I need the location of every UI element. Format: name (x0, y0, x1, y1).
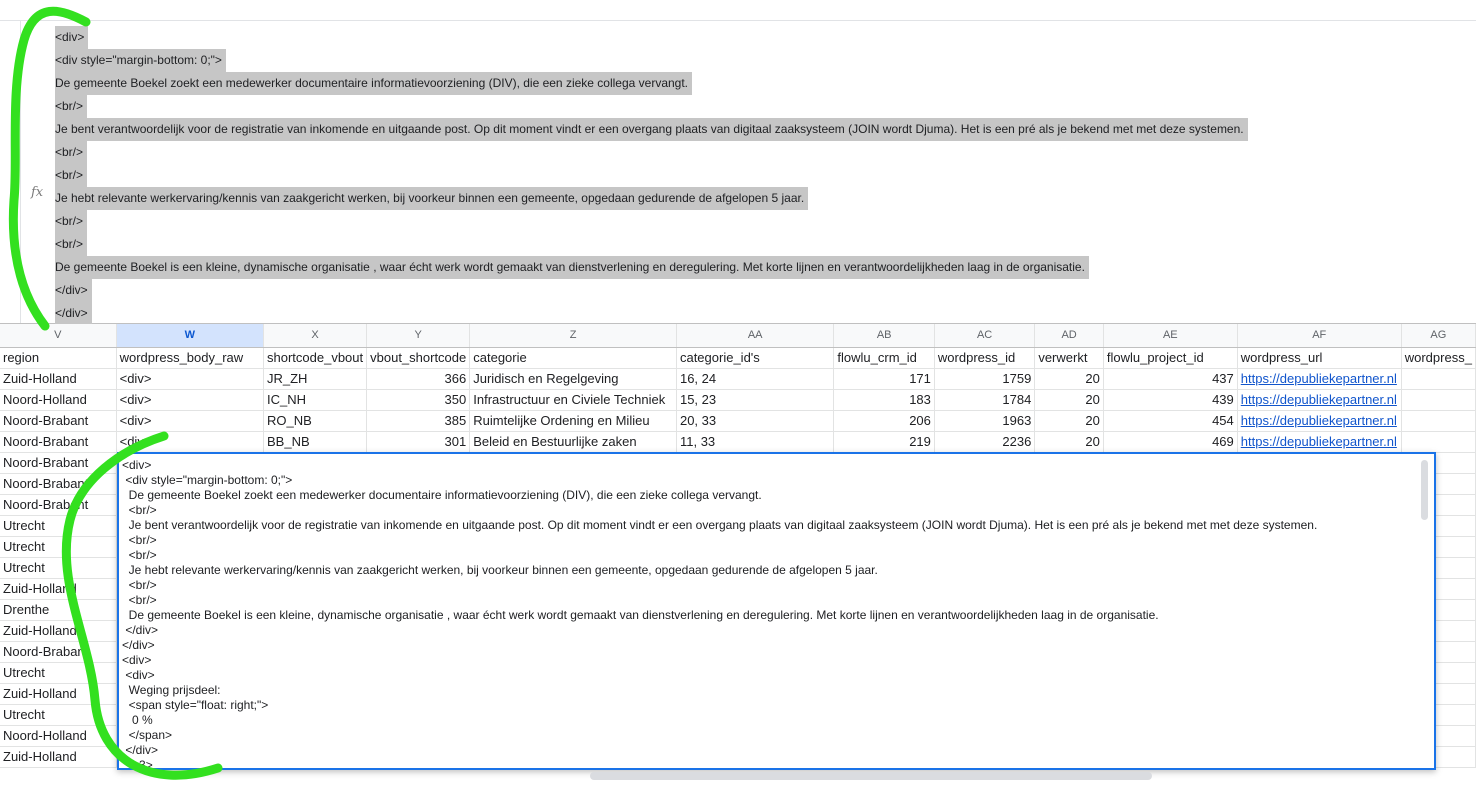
url-link-cell[interactable]: https://depubliekepartner.nl (1237, 368, 1401, 389)
editor-line: <h3> (122, 758, 153, 770)
table-cell[interactable] (1401, 410, 1475, 431)
formula-line: </div> (55, 279, 92, 302)
formula-bar-divider (20, 21, 21, 323)
formula-line: <br/> (55, 210, 87, 233)
column-name-cell[interactable]: flowlu_crm_id (834, 347, 934, 368)
table-cell[interactable]: Zuid-Holland (0, 620, 116, 641)
editor-line: <div> (122, 653, 152, 667)
formula-line: <br/> (55, 164, 87, 187)
editor-line: </div> (122, 638, 155, 652)
table-cell[interactable]: 1963 (934, 410, 1034, 431)
table-cell[interactable]: 350 (367, 389, 470, 410)
column-name-cell[interactable]: wordpress_body_raw (116, 347, 263, 368)
column-name-cell[interactable]: wordpress_url (1237, 347, 1401, 368)
table-cell[interactable]: <div> (116, 389, 263, 410)
column-header-v[interactable]: V (0, 324, 116, 347)
formula-line: Je bent verantwoordelijk voor de registratie van inkomende en uitgaande post. Op dit moment vindt er een overgang plaats van digitaal zaaksysteem (JOIN wordt Djuma). Het is een pré als je bekend met met deze systemen. (55, 118, 1248, 141)
horizontal-scrollbar[interactable] (590, 772, 1152, 780)
column-letter-row (0, 324, 1476, 347)
editor-line: <br/> (122, 578, 157, 592)
table-cell[interactable]: Zuid-Holland (0, 368, 116, 389)
column-header-ag[interactable]: AG (1401, 324, 1475, 347)
table-cell[interactable]: 206 (834, 410, 934, 431)
table-cell[interactable]: 366 (367, 368, 470, 389)
table-cell[interactable]: 219 (834, 431, 934, 452)
cell-editor[interactable] (117, 452, 1436, 770)
column-header-af[interactable]: AF (1237, 324, 1401, 347)
table-cell[interactable]: 16, 24 (676, 368, 833, 389)
column-header-z[interactable]: Z (470, 324, 677, 347)
editor-line: De gemeente Boekel zoekt een medewerker documentaire informatievoorziening (DIV), die een zieke collega vervangt. (122, 488, 762, 502)
table-cell[interactable]: Noord-Brabant (0, 452, 116, 473)
formula-line: De gemeente Boekel is een kleine, dynamische organisatie , waar écht werk wordt gemaakt van dienstverlening en deregulering. Met korte lijnen en verantwoordelijkheden laag in de organisatie. (55, 256, 1089, 279)
fx-icon: fx (31, 185, 44, 200)
table-cell[interactable]: Noord-Brabant (0, 494, 116, 515)
table-cell[interactable]: 15, 23 (676, 389, 833, 410)
editor-line: <br/> (122, 503, 157, 517)
table-cell[interactable]: Zuid-Holland (0, 578, 116, 599)
table-cell[interactable]: JR_ZH (264, 368, 367, 389)
table-cell[interactable]: Zuid-Holland (0, 746, 116, 767)
table-cell[interactable]: Utrecht (0, 662, 116, 683)
editor-line: <br/> (122, 533, 157, 547)
url-link-cell[interactable]: https://depubliekepartner.nl (1237, 431, 1401, 452)
formula-line: Je hebt relevante werkervaring/kennis van zaakgericht werken, bij voorkeur binnen een gemeente, opgedaan gedurende de afgelopen 5 jaar. (55, 187, 808, 210)
table-cell[interactable]: 20 (1035, 431, 1104, 452)
editor-line: <div style="margin-bottom: 0;"> (122, 473, 293, 487)
column-name-cell[interactable]: region (0, 347, 116, 368)
editor-line: </div> (122, 623, 159, 637)
table-cell[interactable]: Infrastructuur en Civiele Techniek (470, 389, 677, 410)
table-cell[interactable]: 20 (1035, 410, 1104, 431)
column-name-cell[interactable]: wordpress_ (1401, 347, 1475, 368)
table-cell[interactable]: IC_NH (264, 389, 367, 410)
table-cell[interactable]: <div> (116, 368, 263, 389)
formula-line: <br/> (55, 95, 87, 118)
header-names-row (0, 347, 1476, 368)
column-name-cell[interactable]: flowlu_project_id (1103, 347, 1237, 368)
editor-line: 0 % (122, 713, 153, 727)
table-row (0, 368, 1476, 389)
table-cell[interactable]: 454 (1103, 410, 1237, 431)
table-cell[interactable]: Utrecht (0, 536, 116, 557)
column-name-cell[interactable]: vbout_shortcode (367, 347, 470, 368)
editor-line: <br/> (122, 548, 157, 562)
table-cell[interactable]: 301 (367, 431, 470, 452)
table-cell[interactable]: 439 (1103, 389, 1237, 410)
editor-line: Weging prijsdeel: (122, 683, 221, 697)
column-header-ad[interactable]: AD (1035, 324, 1104, 347)
formula-content[interactable] (55, 26, 1248, 325)
formula-line: <div> (55, 26, 88, 49)
table-cell[interactable]: BB_NB (264, 431, 367, 452)
table-cell[interactable] (1401, 431, 1475, 452)
formula-line: <br/> (55, 233, 87, 256)
table-cell[interactable]: Beleid en Bestuurlijke zaken (470, 431, 677, 452)
table-cell[interactable]: 385 (367, 410, 470, 431)
table-cell[interactable]: 20 (1035, 368, 1104, 389)
column-header-ae[interactable]: AE (1103, 324, 1237, 347)
table-cell[interactable]: <div> (116, 431, 263, 452)
url-link-cell[interactable]: https://depubliekepartner.nl (1237, 410, 1401, 431)
formula-line: <br/> (55, 141, 87, 164)
formula-bar[interactable] (0, 20, 1476, 324)
editor-line: <br/> (122, 593, 157, 607)
table-cell[interactable]: 20 (1035, 389, 1104, 410)
table-cell[interactable]: 1784 (934, 389, 1034, 410)
editor-line: Je bent verantwoordelijk voor de registratie van inkomende en uitgaande post. Op dit moment vindt er een overgang plaats van digitaal zaaksysteem (JOIN wordt Djuma). Het is een pré als je bekend met met deze systemen. (122, 518, 1318, 532)
table-cell[interactable]: 469 (1103, 431, 1237, 452)
table-cell[interactable]: Noord-Holland (0, 389, 116, 410)
table-cell[interactable]: Utrecht (0, 557, 116, 578)
column-header-y[interactable]: Y (367, 324, 470, 347)
table-cell[interactable]: 183 (834, 389, 934, 410)
table-cell[interactable]: 1759 (934, 368, 1034, 389)
table-cell[interactable]: RO_NB (264, 410, 367, 431)
table-cell[interactable]: 171 (834, 368, 934, 389)
table-cell[interactable]: Noord-Holland (0, 725, 116, 746)
table-cell[interactable] (1401, 389, 1475, 410)
table-cell[interactable]: <div> (116, 410, 263, 431)
url-link-cell[interactable]: https://depubliekepartner.nl (1237, 389, 1401, 410)
table-cell[interactable]: Drenthe (0, 599, 116, 620)
column-header-ab[interactable]: AB (834, 324, 934, 347)
table-row (0, 410, 1476, 431)
table-cell[interactable]: Noord-Brabant (0, 641, 116, 662)
table-cell[interactable]: Noord-Brabant (0, 473, 116, 494)
column-name-cell[interactable]: verwerkt (1035, 347, 1104, 368)
table-row (0, 389, 1476, 410)
table-cell[interactable]: 437 (1103, 368, 1237, 389)
editor-line: <span style="float: right;"> (122, 698, 269, 712)
column-name-cell[interactable]: wordpress_id (934, 347, 1034, 368)
table-cell[interactable] (1401, 368, 1475, 389)
column-name-cell[interactable]: categorie (470, 347, 677, 368)
column-name-cell[interactable]: shortcode_vbout (264, 347, 367, 368)
table-cell[interactable]: Juridisch en Regelgeving (470, 368, 677, 389)
editor-line: Je hebt relevante werkervaring/kennis van zaakgericht werken, bij voorkeur binnen een gemeente, opgedaan gedurende de afgelopen 5 jaar. (122, 563, 878, 577)
table-cell[interactable]: 2236 (934, 431, 1034, 452)
table-row (0, 431, 1476, 452)
column-header-w[interactable]: W (116, 324, 263, 347)
editor-scrollbar[interactable] (1421, 460, 1428, 520)
column-header-aa[interactable]: AA (676, 324, 833, 347)
table-cell[interactable]: Noord-Brabant (0, 410, 116, 431)
table-cell[interactable]: Utrecht (0, 515, 116, 536)
table-cell[interactable]: Utrecht (0, 704, 116, 725)
formula-line: </div> (55, 302, 92, 325)
editor-line: </div> (122, 743, 159, 757)
editor-line: <div> (122, 458, 152, 472)
formula-line: De gemeente Boekel zoekt een medewerker documentaire informatievoorziening (DIV), die een zieke collega vervangt. (55, 72, 692, 95)
table-cell[interactable]: 11, 33 (676, 431, 833, 452)
cell-editor-content[interactable] (119, 454, 1434, 770)
column-header-x[interactable]: X (264, 324, 367, 347)
table-cell[interactable]: Zuid-Holland (0, 683, 116, 704)
formula-line: <div style="margin-bottom: 0;"> (55, 49, 226, 72)
column-header-ac[interactable]: AC (934, 324, 1034, 347)
editor-line: </span> (122, 728, 173, 742)
table-cell[interactable]: Ruimtelijke Ordening en Milieu (470, 410, 677, 431)
table-cell[interactable]: Noord-Brabant (0, 431, 116, 452)
column-name-cell[interactable]: categorie_id's (676, 347, 833, 368)
editor-line: <div> (122, 668, 155, 682)
table-cell[interactable]: 20, 33 (676, 410, 833, 431)
editor-line: De gemeente Boekel is een kleine, dynamische organisatie , waar écht werk wordt gemaakt van dienstverlening en deregulering. Met korte lijnen en verantwoordelijkheden laag in de organisatie. (122, 608, 1159, 622)
